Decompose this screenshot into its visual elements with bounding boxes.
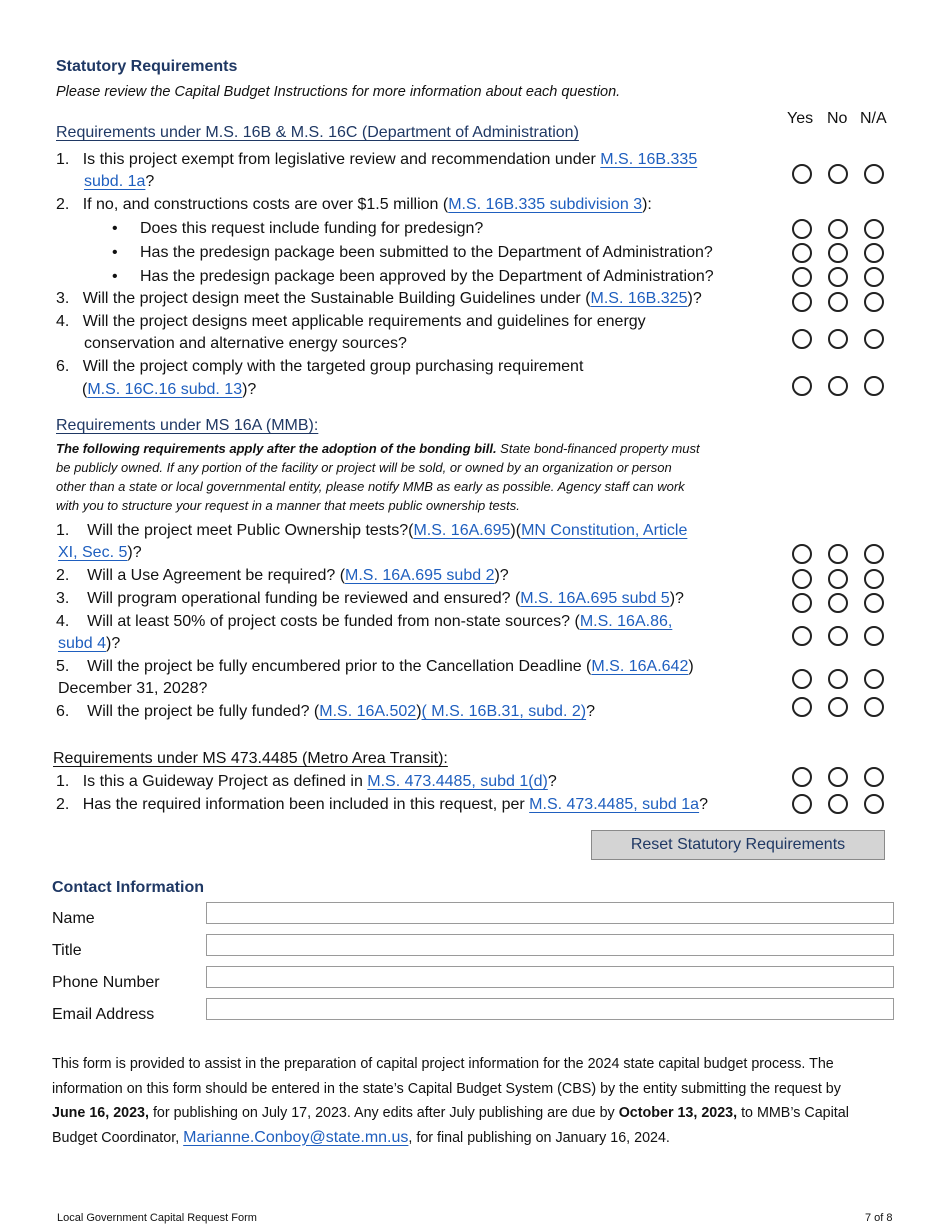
title-field[interactable] <box>206 934 894 956</box>
q-number: 1. <box>56 522 70 539</box>
radio-na[interactable] <box>864 329 884 349</box>
q-text: ? <box>145 173 155 190</box>
radio-no[interactable] <box>828 376 848 396</box>
closing-line: This form is provided to assist in the preparation of capital project information for the 2024 state capital budget process. The <box>52 1056 834 1072</box>
radio-no[interactable] <box>828 767 848 787</box>
mmb-question-4-cont <box>58 633 120 655</box>
metro-heading: Requirements under MS 473.4485 (Metro Area Transit): <box>53 750 448 767</box>
name-field[interactable] <box>206 902 894 924</box>
link-ms-16a86[interactable]: M.S. 16A.86, <box>579 613 673 630</box>
link-ms-16a695[interactable]: M.S. 16A.695 <box>413 522 511 539</box>
q-text: )? <box>106 635 121 652</box>
radio-yes[interactable] <box>792 243 812 263</box>
bullet-text: Has the predesign package been approved by the Department of Administration? <box>140 268 714 285</box>
edit-deadline-date: October 13, 2023, <box>618 1105 738 1121</box>
q-text: ) <box>416 703 422 720</box>
q-number: 1. <box>56 773 70 790</box>
link-ms-16a642[interactable]: M.S. 16A.642 <box>591 658 689 675</box>
mmb-question-6 <box>56 701 595 723</box>
closing-text: Budget Coordinator, <box>52 1129 184 1146</box>
admin-question-4-cont: conservation and alternative energy sources? <box>84 335 407 352</box>
q-text: ) <box>688 658 694 675</box>
radio-no[interactable] <box>828 544 848 564</box>
radio-na[interactable] <box>864 626 884 646</box>
radio-yes[interactable] <box>792 593 812 613</box>
admin-heading: Requirements under M.S. 16B & M.S. 16C (Department of Administration) <box>56 124 579 141</box>
q-text: )? <box>242 381 257 398</box>
footer-form-name: Local Government Capital Request Form <box>57 1212 257 1224</box>
radio-no[interactable] <box>828 329 848 349</box>
q-text: Will the project designs meet applicable requirements and guidelines for energy <box>82 313 646 330</box>
q-number: 2. <box>56 796 70 813</box>
radio-yes[interactable] <box>792 767 812 787</box>
q-text: ? <box>699 796 708 813</box>
admin-question-6-cont <box>82 379 256 401</box>
admin-question-1-cont <box>84 171 154 193</box>
radio-yes[interactable] <box>792 626 812 646</box>
radio-yes[interactable] <box>792 569 812 589</box>
radio-na[interactable] <box>864 243 884 263</box>
q-number: 6. <box>56 358 70 375</box>
q-text: Is this a Guideway Project as defined in <box>82 773 368 790</box>
admin-bullet-1 <box>112 218 484 240</box>
link-mn-constitution[interactable]: MN Constitution, Article <box>521 522 688 539</box>
link-ms-4734485-subd-1d[interactable]: M.S. 473.4485, subd 1(d) <box>367 773 548 790</box>
q-text: Will the project design meet the Sustainable Building Guidelines under ( <box>82 290 591 307</box>
radio-na[interactable] <box>864 794 884 814</box>
footer-page-number: 7 of 8 <box>865 1212 893 1224</box>
closing-line <box>52 1126 932 1151</box>
q-number: 1. <box>56 151 70 168</box>
link-ms-16a695-subd-2[interactable]: M.S. 16A.695 subd 2 <box>345 567 495 584</box>
mmb-question-1 <box>56 520 687 542</box>
admin-question-3 <box>56 288 702 310</box>
q-number: 2. <box>56 567 70 584</box>
col-na-header: N/A <box>860 110 887 127</box>
radio-na[interactable] <box>864 544 884 564</box>
title-label: Title <box>52 942 82 959</box>
radio-yes[interactable] <box>792 697 812 717</box>
radio-yes[interactable] <box>792 794 812 814</box>
email-label: Email Address <box>52 1006 155 1023</box>
admin-bullet-3 <box>112 266 714 288</box>
bullet-icon: • <box>112 244 118 261</box>
mmb-heading: Requirements under MS 16A (MMB): <box>56 417 319 434</box>
q-text: )? <box>669 590 684 607</box>
metro-question-1 <box>56 771 557 793</box>
contact-heading: Contact Information <box>52 879 204 896</box>
mmb-question-4 <box>56 611 672 633</box>
radio-no[interactable] <box>828 626 848 646</box>
q-text: Will the project comply with the targeted group purchasing requirement <box>82 358 584 375</box>
q-text: Will program operational funding be reviewed and ensured? ( <box>87 590 521 607</box>
reset-statutory-requirements-button[interactable]: Reset Statutory Requirements <box>591 830 885 860</box>
q-text: ( <box>82 381 88 398</box>
admin-question-1 <box>56 149 697 171</box>
q-number: 3. <box>56 590 70 607</box>
radio-na[interactable] <box>864 292 884 312</box>
radio-no[interactable] <box>828 794 848 814</box>
radio-no[interactable] <box>828 669 848 689</box>
closing-line: information on this form should be entered in the state’s Capital Budget System (CBS) by the entity submitting the request by <box>52 1080 841 1097</box>
radio-na[interactable] <box>864 376 884 396</box>
radio-yes[interactable] <box>792 164 812 184</box>
col-yes-header: Yes <box>787 110 814 127</box>
q-text: If no, and constructions costs are over $1.5 million ( <box>82 196 449 213</box>
mmb-note <box>56 439 700 515</box>
bullet-icon: • <box>112 220 118 237</box>
metro-question-2 <box>56 794 708 816</box>
link-ms-16a695-subd-5[interactable]: M.S. 16A.695 subd 5 <box>520 590 670 607</box>
deadline-date: June 16, 2023, <box>52 1105 149 1121</box>
q-text: )( <box>510 522 522 539</box>
email-field[interactable] <box>206 998 894 1020</box>
radio-na[interactable] <box>864 669 884 689</box>
link-ms-16b31-subd-2[interactable]: ( M.S. 16B.31, subd. 2) <box>421 703 587 720</box>
q-text: )? <box>687 290 702 307</box>
radio-no[interactable] <box>828 267 848 287</box>
radio-no[interactable] <box>828 243 848 263</box>
instructions-note: Please review the Capital Budget Instructions for more information about each question. <box>56 84 621 100</box>
coordinator-email-link[interactable]: Marianne.Conboy@state.mn.us <box>183 1128 409 1146</box>
mmb-note-bold: The following requirements apply after the adoption of the bonding bill. <box>56 441 497 456</box>
q-text: Will at least 50% of project costs be funded from non-state sources? ( <box>87 613 580 630</box>
name-label: Name <box>52 910 95 927</box>
radio-na[interactable] <box>864 569 884 589</box>
radio-yes[interactable] <box>792 544 812 564</box>
mmb-question-1-cont <box>58 542 142 564</box>
q-text: )? <box>127 544 142 561</box>
link-ms-16c16-subd-13[interactable]: M.S. 16C.16 subd. 13 <box>87 381 243 398</box>
radio-yes[interactable] <box>792 669 812 689</box>
bullet-text: Has the predesign package been submitted to the Department of Administration? <box>140 244 713 261</box>
closing-text: for publishing on July 17, 2023. Any edits after July publishing are due by <box>148 1105 619 1121</box>
link-subd-4[interactable]: subd 4 <box>58 635 107 652</box>
q-number: 6. <box>56 703 70 720</box>
q-number: 3. <box>56 290 70 307</box>
radio-no[interactable] <box>828 569 848 589</box>
radio-yes[interactable] <box>792 376 812 396</box>
link-ms-16b325[interactable]: M.S. 16B.325 <box>590 290 688 307</box>
phone-field[interactable] <box>206 966 894 988</box>
radio-na[interactable] <box>864 267 884 287</box>
mmb-question-2 <box>56 565 509 587</box>
mmb-note-line: State bond-financed property must <box>496 441 700 456</box>
phone-label: Phone Number <box>52 974 160 991</box>
radio-na[interactable] <box>864 219 884 239</box>
radio-no[interactable] <box>828 219 848 239</box>
radio-na[interactable] <box>864 593 884 613</box>
q-text: Has the required information been included in this request, per <box>82 796 530 813</box>
bullet-text: Does this request include funding for predesign? <box>140 220 484 237</box>
radio-na[interactable] <box>864 767 884 787</box>
link-subd-1a[interactable]: subd. 1a <box>84 173 146 190</box>
radio-yes[interactable] <box>792 219 812 239</box>
q-text: Will the project be fully funded? ( <box>87 703 320 720</box>
admin-question-2 <box>56 194 652 216</box>
admin-question-6 <box>56 356 583 378</box>
mmb-note-line: with you to structure your request in a manner that meets public ownership tests. <box>56 498 520 513</box>
radio-no[interactable] <box>828 593 848 613</box>
link-ms-16b335[interactable]: M.S. 16B.335 <box>600 151 698 168</box>
radio-yes[interactable] <box>792 292 812 312</box>
bullet-icon: • <box>112 268 118 285</box>
mmb-question-3 <box>56 588 684 610</box>
radio-na[interactable] <box>864 164 884 184</box>
radio-no[interactable] <box>828 164 848 184</box>
q-number: 4. <box>56 613 70 630</box>
mmb-note-line: be publicly owned. If any portion of the facility or project will be sold, or owned by an organization or person <box>56 460 672 475</box>
admin-question-4 <box>56 311 646 333</box>
q-text: Will a Use Agreement be required? ( <box>87 567 346 584</box>
radio-na[interactable] <box>864 697 884 717</box>
mmb-note-line: other than a state or local governmental entity, please notify MMB as early as possible. Agency staff can work <box>56 479 685 494</box>
q-text: ? <box>547 773 557 790</box>
mmb-question-5 <box>56 656 694 678</box>
q-text: ? <box>586 703 595 720</box>
closing-text: to MMB’s Capital <box>737 1105 849 1121</box>
closing-paragraph <box>52 1052 932 1150</box>
link-ms-16a502[interactable]: M.S. 16A.502 <box>319 703 417 720</box>
radio-no[interactable] <box>828 292 848 312</box>
mmb-question-5-cont: December 31, 2028? <box>58 680 208 697</box>
closing-text: , for final publishing on January 16, 2024. <box>408 1129 670 1146</box>
radio-yes[interactable] <box>792 329 812 349</box>
q-text: Will the project be fully encumbered prior to the Cancellation Deadline ( <box>87 658 592 675</box>
q-text: Is this project exempt from legislative review and recommendation under <box>82 151 601 168</box>
section-title: Statutory Requirements <box>56 58 238 75</box>
radio-yes[interactable] <box>792 267 812 287</box>
link-xi-sec-5[interactable]: XI, Sec. 5 <box>58 544 128 561</box>
q-text: ): <box>642 196 652 213</box>
q-number: 4. <box>56 313 70 330</box>
q-number: 5. <box>56 658 70 675</box>
closing-line <box>52 1101 932 1126</box>
q-text: )? <box>494 567 509 584</box>
q-number: 2. <box>56 196 70 213</box>
link-ms-16b335-subdivision-3[interactable]: M.S. 16B.335 subdivision 3 <box>448 196 643 213</box>
radio-no[interactable] <box>828 697 848 717</box>
link-ms-4734485-subd-1a[interactable]: M.S. 473.4485, subd 1a <box>529 796 700 813</box>
admin-bullet-2 <box>112 242 713 264</box>
q-text: Will the project meet Public Ownership tests?( <box>87 522 414 539</box>
col-no-header: No <box>827 110 848 127</box>
